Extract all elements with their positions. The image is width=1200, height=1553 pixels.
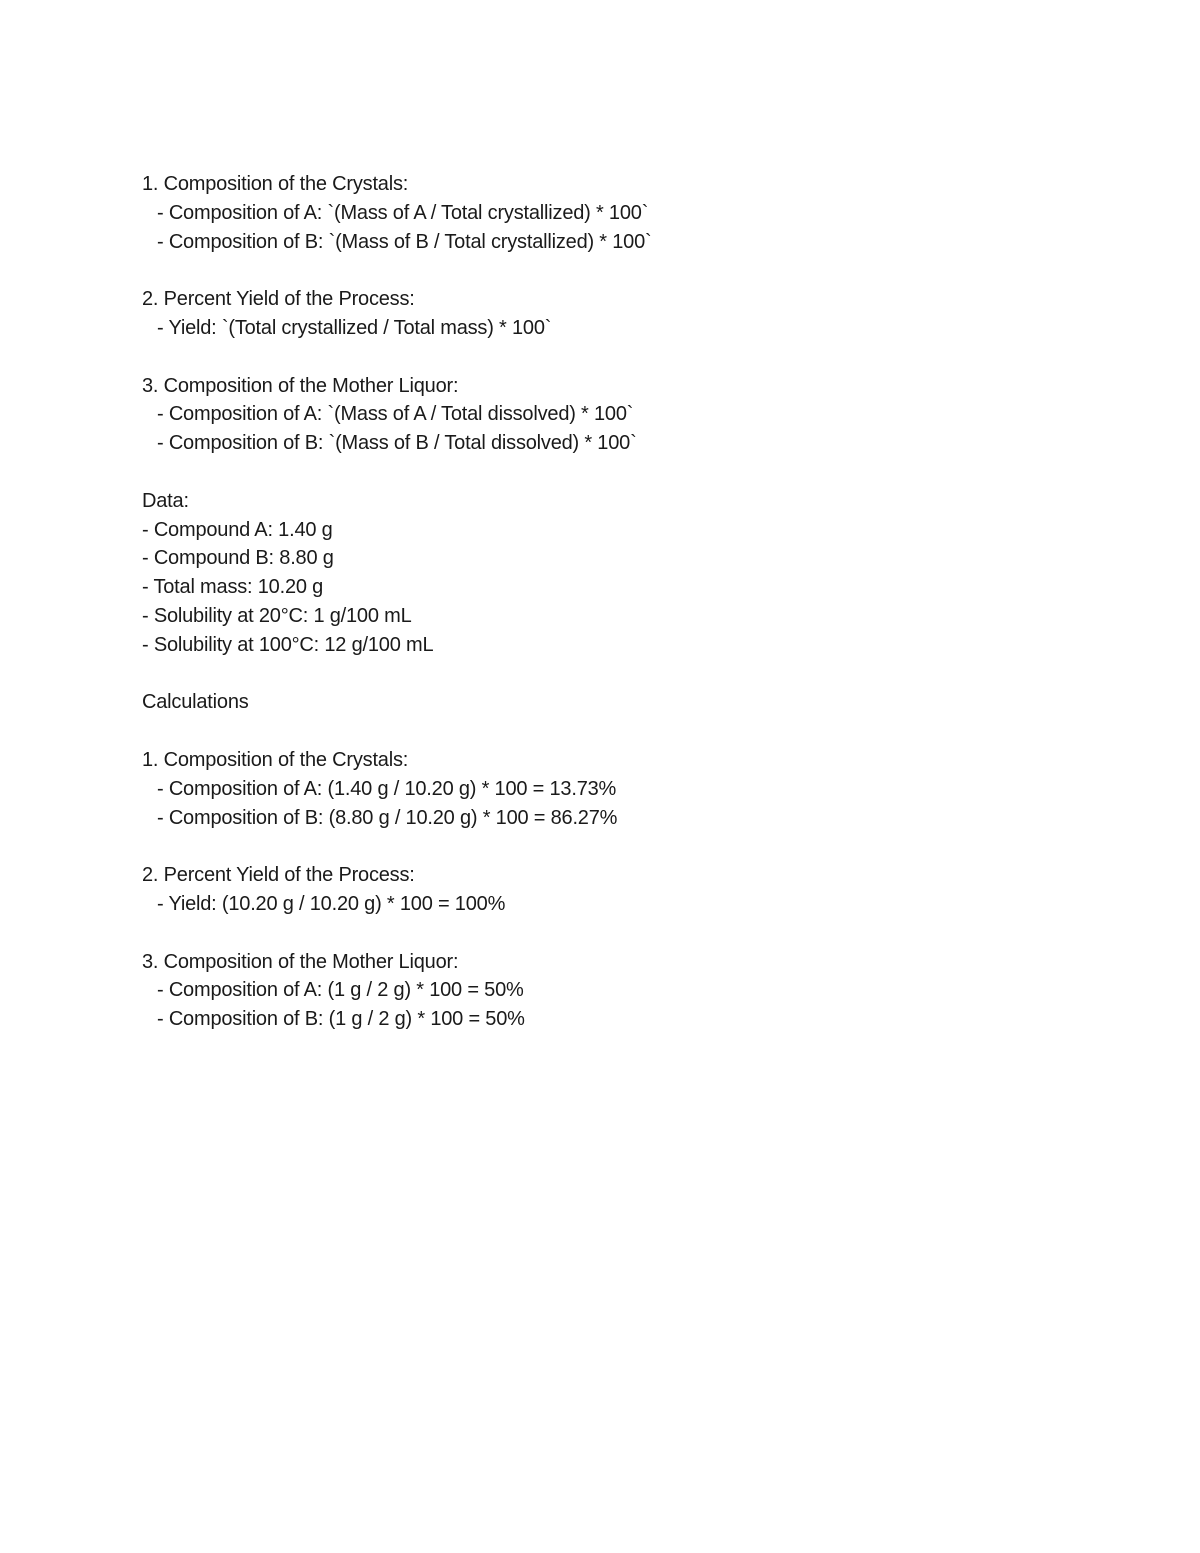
- blank-line: [142, 919, 1062, 948]
- text-line: - Solubility at 100°C: 12 g/100 mL: [142, 633, 434, 656]
- text-line: - Composition of A: `(Mass of A / Total crystallized) * 100`: [157, 201, 649, 224]
- blank-line: [142, 660, 1062, 689]
- text-line: - Yield: (10.20 g / 10.20 g) * 100 = 100%: [157, 892, 506, 915]
- text-line: 1. Composition of the Crystals:: [142, 748, 409, 771]
- text-line: - Composition of B: (1 g / 2 g) * 100 = 50%: [157, 1008, 525, 1031]
- text-line: - Composition of B: (8.80 g / 10.20 g) * 100 = 86.27%: [157, 806, 618, 829]
- document-body: [142, 170, 1062, 1034]
- text-line: - Compound B: 8.80 g: [142, 547, 334, 570]
- text-line: - Composition of A: (1.40 g / 10.20 g) * 100 = 13.73%: [157, 777, 617, 800]
- text-line: 1. Composition of the Crystals:: [142, 173, 409, 195]
- text-line: 2. Percent Yield of the Process:: [142, 864, 415, 887]
- text-line: - Total mass: 10.20 g: [142, 576, 324, 599]
- text-line: 3. Composition of the Mother Liquor:: [142, 950, 459, 973]
- blank-line: [142, 343, 1062, 372]
- blank-line: [142, 832, 1062, 861]
- text-line: - Compound A: 1.40 g: [142, 518, 333, 541]
- text-line: - Composition of B: `(Mass of B / Total dissolved) * 100`: [157, 432, 637, 455]
- text-line: Data:: [142, 489, 189, 512]
- text-line: 3. Composition of the Mother Liquor:: [142, 374, 459, 397]
- text-line: - Composition of A: (1 g / 2 g) * 100 = 50%: [157, 979, 524, 1002]
- text-line: Calculations: [142, 691, 249, 714]
- text-line: - Composition of A: `(Mass of A / Total dissolved) * 100`: [157, 403, 634, 426]
- blank-line: [142, 256, 1062, 285]
- text-line: - Yield: `(Total crystallized / Total mass) * 100`: [157, 316, 552, 339]
- blank-line: [142, 458, 1062, 487]
- blank-line: [142, 717, 1062, 746]
- text-line: 2. Percent Yield of the Process:: [142, 288, 415, 311]
- text-line: - Composition of B: `(Mass of B / Total crystallized) * 100`: [157, 230, 652, 253]
- text-line: - Solubility at 20°C: 1 g/100 mL: [142, 604, 412, 627]
